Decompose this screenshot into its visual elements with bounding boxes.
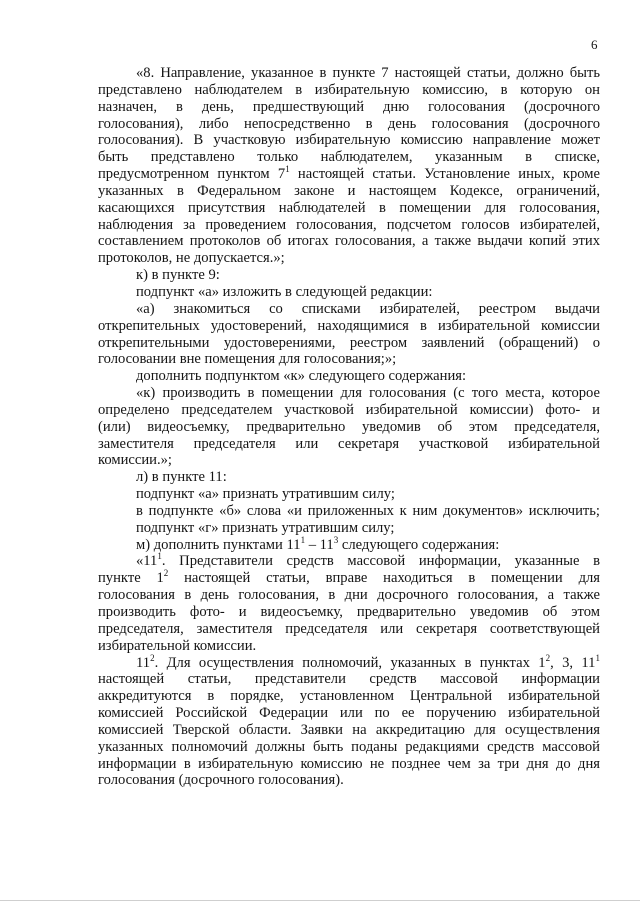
document-text [98,65,600,789]
text-line: председателя, заместителя председателя или секретаря соответствующей [98,620,600,637]
text-line: представлено наблюдателем в избирательную комиссию, в которую он [98,81,600,98]
text-line: настоящей статьи, представители средств массовой информации [98,671,600,688]
text-line: избирательной комиссии. [98,637,257,654]
page-number: 6 [591,37,598,52]
text-line: указанных в Федеральном законе и настоящем Кодексе, ограничений, [98,182,600,199]
text-line: протоколов, не допускается.»; [98,250,285,267]
text-line: подпункт «а» признать утратившим силу; [136,486,395,503]
text-line: м) дополнить пунктами $11^1 - 11^3$ следующего содержания: [136,534,500,553]
text-line: открепительными удостоверениями, реестром заявлений (обращений) о [98,334,600,351]
text-line: комиссией Тверской области. Заявки на аккредитацию для осуществления [98,721,600,738]
text-line: «$11^1$. Представители средств массовой информации, указанные в [136,551,600,570]
text-line: голосования), либо непосредственно в день голосования (досрочного [98,115,600,132]
scan-edge-divider [0,900,640,905]
text-line: «8. Направление, указанное в пункте 7 настоящей статьи, должно быть [136,65,600,81]
text-line: голосования (досрочного голосования). [98,772,344,789]
text-line: пункте $1^2$ настоящей статьи, вправе находиться в помещении для [98,568,600,587]
text-line: предусмотренном пунктом $7^1$ настоящей статьи. Установление иных, кроме [98,164,600,183]
text-line: касающихся присутствия наблюдателей в помещении для голосования, [98,199,600,216]
text-line: подпункт «а» изложить в следующей редакции: [136,283,433,300]
text-line: составлением протоколов об итогах голосования, а также выдачи копий этих [98,233,600,250]
text-line: открепительных удостоверений, находящимися в избирательной комиссии [98,317,600,334]
text-line: голосовании вне помещения для голосования;»; [98,351,397,368]
text-line: комиссии.»; [98,452,172,469]
text-line: голосования в день голосования, в дни досрочного голосования, а также [98,587,600,604]
text-line: подпункт «г» признать утратившим силу; [136,519,395,536]
text-line: назначен, в день, предшествующий дню голосования (досрочного [98,98,600,115]
text-line: (или) видеосъемку, предварительно уведомив об этом председателя, [98,418,600,435]
text-line: аккредитуются в порядке, установленном Центральной избирательной [98,688,600,705]
text-line: к) в пункте 9: [136,267,220,284]
text-line: дополнить подпунктом «к» следующего содержания: [136,368,467,385]
text-line: определено председателем участковой избирательной комиссии) фото- и [98,401,600,418]
text-line: наблюдения за проведением голосования, подсчетом голосов избирателей, [98,216,600,233]
text-line: комиссией Российской Федерации или по ее поручению избирательной [98,705,600,722]
text-line: голосования). В участковую избирательную комиссию направление может [98,132,600,149]
text-line: л) в пункте 11: [136,469,227,486]
text-line: «к) производить в помещении для голосования (с того места, которое [136,385,600,402]
text-line: заместителя председателя или секретаря участковой избирательной [98,435,600,452]
text-line: быть представлено только наблюдателем, указанным в списке, [98,149,600,166]
text-line: указанных полномочий должны быть поданы редакциями средств массовой [98,738,600,755]
text-line: $11^2$. Для осуществления полномочий, указанных в пунктах $1^2$, 3, $11^1$ [136,652,600,671]
text-line: в подпункте «б» слова «и приложенных к ним документов» исключить; [136,502,600,519]
text-line: «а) знакомиться со списками избирателей, реестром выдачи [136,300,600,317]
text-line: информации в избирательную комиссию не позднее чем за три дня до дня [98,755,600,772]
text-line: производить фото- и видеосъемку, предварительно уведомив об этом [98,604,600,620]
